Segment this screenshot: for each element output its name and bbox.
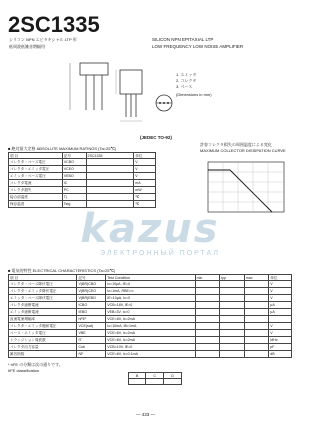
jp-subtitle: シリコン NPN エピタキシャル LTP 形 — [9, 37, 77, 42]
table-cell: VCBO — [62, 159, 86, 166]
table-row — [9, 330, 292, 337]
table-cell — [195, 351, 220, 358]
table-cell: VBE — [77, 330, 106, 337]
table-row — [9, 309, 292, 316]
col-header: 記号 — [77, 275, 106, 281]
table-cell: Cob — [77, 344, 106, 351]
graph-heading-en: MAXIMUM COLLECTOR DISSIPATION CURVE — [200, 148, 286, 153]
package-outline-drawing — [60, 55, 280, 145]
table-cell: コレクタ・エミッタ降伏電圧 — [9, 288, 77, 295]
table-cell: コレクタ遮断電流 — [9, 302, 77, 309]
table-cell: コレクタ・エミッタ電圧 — [9, 166, 63, 173]
grade-cell: D — [164, 373, 182, 379]
table-cell — [244, 288, 269, 295]
table-cell: エミッタ・ベース電圧 — [9, 173, 63, 180]
table-cell: 直流電流増幅率 — [9, 316, 77, 323]
table-cell: mA — [134, 180, 156, 187]
col-header: 記号 — [62, 153, 86, 159]
table-cell — [86, 194, 134, 201]
table-cell — [195, 288, 220, 295]
table-cell: ベース・エミッタ電圧 — [9, 330, 77, 337]
table-cell — [220, 281, 245, 288]
table-cell: MHz — [269, 337, 292, 344]
table-cell: ℃ — [134, 194, 156, 201]
table-cell: VEB=3V, Ic=0 — [106, 309, 195, 316]
table-cell: コレクタ電流 — [9, 180, 63, 187]
table-row — [9, 288, 292, 295]
pin-label-2: 2. コレクタ — [176, 78, 197, 83]
table-row — [9, 351, 292, 358]
table-cell — [195, 344, 220, 351]
table-row — [9, 281, 292, 288]
table-cell: V(BR)CEO — [77, 288, 106, 295]
table-cell: Ic=1mA, RBE=∞ — [106, 288, 195, 295]
table-cell: 雑音指数 — [9, 351, 77, 358]
table-cell: V — [269, 281, 292, 288]
table-cell: VCE(sat) — [77, 323, 106, 330]
table-cell: コレクタ・ベース電圧 — [9, 159, 63, 166]
table-cell: VEBO — [62, 173, 86, 180]
grade-value-cell — [164, 379, 182, 385]
footnote-line-1: * hFE の分類は次の通りです。 — [8, 362, 63, 367]
table-cell — [244, 323, 269, 330]
table-cell: μA — [269, 309, 292, 316]
table-row — [9, 344, 292, 351]
table-cell: コレクタ・ベース降伏電圧 — [9, 281, 77, 288]
col-header: 項 目 — [9, 153, 63, 159]
table-cell — [195, 323, 220, 330]
elec-heading: ■ 電気的特性 ELECTRICAL CHARACTERISTICS (Ta=25℃) — [8, 268, 116, 273]
table-cell — [195, 316, 220, 323]
table-cell — [195, 309, 220, 316]
table-cell: コレクタ出力容量 — [9, 344, 77, 351]
table-row — [9, 166, 156, 173]
table-row — [9, 194, 156, 201]
table-row — [9, 316, 292, 323]
table-cell — [86, 187, 134, 194]
table-cell — [86, 166, 134, 173]
table-cell: V(BR)CBO — [77, 281, 106, 288]
elec-table — [8, 274, 292, 358]
pin-label-1: 1. エミッタ — [176, 72, 197, 77]
table-cell — [220, 344, 245, 351]
table-cell: V — [269, 295, 292, 302]
graph-heading-jp: 許容コレクタ損失の周囲温度による変化 — [200, 142, 272, 147]
table-cell: hFE* — [77, 316, 106, 323]
table-cell — [86, 159, 134, 166]
table-row — [9, 302, 292, 309]
table-row — [129, 379, 182, 385]
table-cell: IE=10μA, Ic=0 — [106, 295, 195, 302]
table-cell — [195, 330, 220, 337]
table-cell — [269, 316, 292, 323]
table-cell — [244, 281, 269, 288]
table-cell: トランジション周波数 — [9, 337, 77, 344]
col-header: typ — [220, 275, 245, 281]
col-header: 単位 — [134, 153, 156, 159]
jp-application: 低周波低雑音増幅用 — [9, 44, 45, 49]
table-cell: VCE=6V, Ic=2mA — [106, 316, 195, 323]
table-row — [9, 295, 292, 302]
table-cell: V — [134, 159, 156, 166]
table-cell: コレクタ・エミッタ飽和電圧 — [9, 323, 77, 330]
table-cell: V — [269, 288, 292, 295]
table-cell: 接合部温度 — [9, 194, 63, 201]
part-number-title: 2SC1335 — [8, 12, 100, 37]
table-cell — [195, 337, 220, 344]
table-cell — [195, 295, 220, 302]
watermark-logo: kazus — [80, 206, 220, 252]
table-cell — [86, 173, 134, 180]
dimension-note: (Dimensions in mm) — [176, 92, 212, 97]
table-cell — [244, 330, 269, 337]
table-cell: 保存温度 — [9, 201, 63, 208]
table-cell — [86, 180, 134, 187]
table-cell: V — [269, 330, 292, 337]
table-cell: Tj — [62, 194, 86, 201]
abs-max-heading: ■ 絶対最大定格 ABSOLUTE MAXIMUM RATINGS (Ta=25℃) — [8, 146, 117, 151]
table-cell — [244, 316, 269, 323]
col-header: max — [244, 275, 269, 281]
table-cell — [220, 295, 245, 302]
table-cell — [220, 316, 245, 323]
grade-value-cell — [146, 379, 164, 385]
table-cell: ℃ — [134, 201, 156, 208]
col-header: 項 目 — [9, 275, 77, 281]
table-cell: エミッタ・ベース降伏電圧 — [9, 295, 77, 302]
table-cell: mW — [134, 187, 156, 194]
table-cell — [244, 295, 269, 302]
table-cell: V — [269, 323, 292, 330]
table-cell: Tstg — [62, 201, 86, 208]
col-header: 単位 — [269, 275, 292, 281]
table-cell: V — [134, 173, 156, 180]
table-cell: NF — [77, 351, 106, 358]
table-row — [9, 187, 156, 194]
table-cell: Ic=10mA, IB=1mA — [106, 323, 195, 330]
table-cell: V(BR)EBO — [77, 295, 106, 302]
table-cell — [220, 302, 245, 309]
table-cell: Ic=10μA, IE=0 — [106, 281, 195, 288]
table-cell — [244, 337, 269, 344]
abs-max-table — [8, 152, 156, 208]
table-cell: VCB=18V, IE=0 — [106, 302, 195, 309]
page-number: — 433 — — [136, 412, 156, 417]
table-cell: VCEO — [62, 166, 86, 173]
table-cell: IC — [62, 180, 86, 187]
col-header: Test Condition — [106, 275, 195, 281]
en-application: LOW FREQUENCY LOW NOISE AMPLIFIER — [152, 44, 244, 49]
table-cell — [220, 323, 245, 330]
table-cell — [244, 344, 269, 351]
table-cell — [195, 281, 220, 288]
table-cell — [244, 309, 269, 316]
watermark-subtitle: ЭЛЕКТРОННЫЙ ПОРТАЛ — [100, 250, 220, 257]
table-cell: IEBO — [77, 309, 106, 316]
footnote-line-2: hFE classification — [8, 368, 40, 373]
table-cell — [220, 288, 245, 295]
table-cell: pF — [269, 344, 292, 351]
table-cell: VCE=6V, Ic=2mA — [106, 337, 195, 344]
table-row — [9, 323, 292, 330]
table-cell: PC — [62, 187, 86, 194]
table-row — [9, 173, 156, 180]
table-cell: μA — [269, 302, 292, 309]
table-cell — [220, 351, 245, 358]
hfe-grade-table — [128, 372, 182, 385]
en-subtitle: SILICON NPN EPITAXIAL LTP — [152, 37, 214, 42]
col-header: 2SC1335 — [86, 153, 134, 159]
table-cell: V — [134, 166, 156, 173]
table-row — [9, 159, 156, 166]
table-cell: VCE=6V, Ic=0.1mA — [106, 351, 195, 358]
grade-cell: C — [146, 373, 164, 379]
table-row — [9, 337, 292, 344]
grade-value-cell — [129, 379, 146, 385]
table-cell: エミッタ遮断電流 — [9, 309, 77, 316]
table-cell — [195, 302, 220, 309]
grade-cell: B — [129, 373, 146, 379]
table-cell — [244, 302, 269, 309]
table-cell: コレクタ損失 — [9, 187, 63, 194]
table-cell — [220, 337, 245, 344]
table-cell: fT — [77, 337, 106, 344]
table-row — [9, 180, 156, 187]
table-cell: ICBO — [77, 302, 106, 309]
table-cell: VCB=10V, IE=0 — [106, 344, 195, 351]
table-cell — [220, 309, 245, 316]
table-cell — [244, 351, 269, 358]
col-header: min — [195, 275, 220, 281]
package-code: (JEDEC TO-92) — [140, 135, 172, 140]
table-cell — [220, 330, 245, 337]
table-cell: dB — [269, 351, 292, 358]
table-cell: VCE=6V, Ic=2mA — [106, 330, 195, 337]
pin-label-3: 3. ベース — [176, 84, 193, 89]
